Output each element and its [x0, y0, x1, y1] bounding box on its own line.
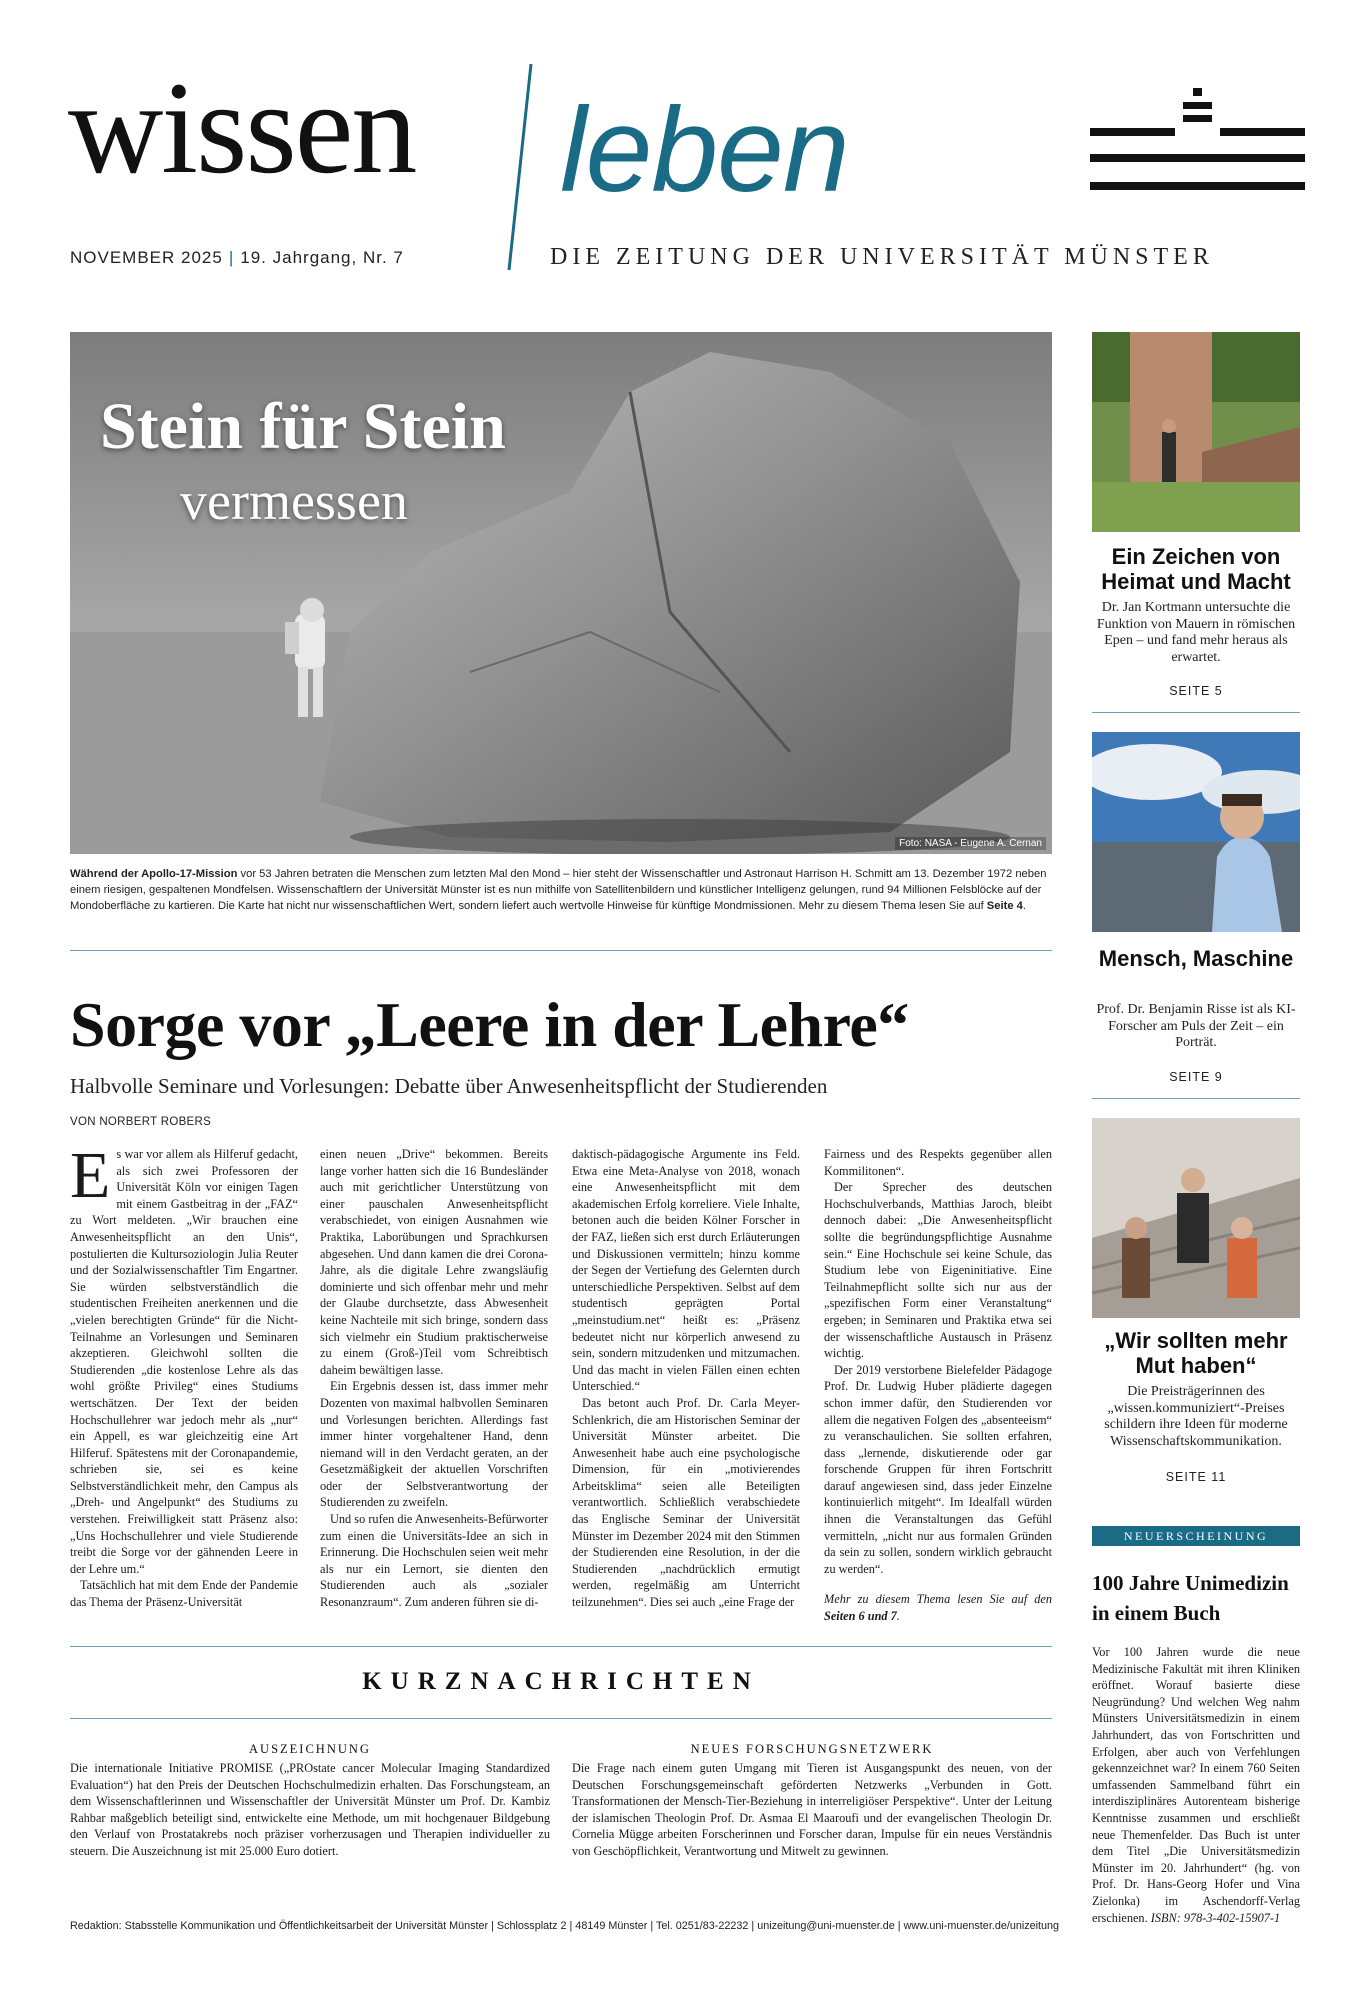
neuerscheinung-isbn: ISBN: 978-3-402-15907-1 — [1150, 1910, 1281, 1925]
brand-wissen: wissen — [68, 54, 416, 201]
news-text-forschungsnetzwerk: Die Frage nach einem guten Umgang mit Tieren ist Ausgangspunkt des neuen, von der Deutschen Forschungsgemeinschaft geförderten Netzwerks „Verbunden in Gott. Transformationen der Mensch-Tier-Beziehung in interreligiöser Perspektive“. Unter der Leitung der islamischen Theologin Prof. Dr. Asmaa El Maaroufi und der evangelischen Theologin Dr. Cornelia Mügge arbeiten Forscherinnen und Forscher daran, Impulse für ein neues Verständnis von Geschöpflichkeit, Verantwortung und Mitwelt zu gewinnen. — [572, 1761, 1052, 1858]
article-byline: VON NORBERT ROBERS — [70, 1116, 212, 1128]
article-column-3 — [572, 1146, 800, 1611]
neuerscheinung-badge: NEUERSCHEINUNG — [1092, 1526, 1300, 1546]
teaser-image-preistraegerinnen — [1092, 1118, 1300, 1318]
note-pages: Seiten 6 und 7 — [824, 1609, 897, 1624]
brand-slash — [505, 62, 535, 272]
article-column-1 — [70, 1139, 298, 1611]
more-info-note — [824, 1591, 1052, 1624]
teaser-title-1: Ein Zeichen von Heimat und Macht — [1101, 544, 1291, 594]
hero-subtitle: vermessen — [180, 471, 408, 531]
col4-paragraph-1: Fairness und des Respekts gegenüber allen Kommilitonen“. — [824, 1147, 1052, 1178]
issue-info — [70, 248, 404, 268]
caption-lead: Während der Apollo-17-Mission — [70, 868, 238, 880]
teaser-image-portrait — [1092, 732, 1300, 932]
note-text: Mehr zu diesem Thema lesen Sie auf den — [824, 1592, 1052, 1607]
divider — [1092, 712, 1300, 713]
news-heading-auszeichnung: AUSZEICHNUNG — [249, 1742, 371, 1756]
hero-caption — [70, 866, 1052, 914]
photo-credit: Foto: NASA - Eugene A. Cernan — [895, 837, 1046, 850]
teaser-text-1: Dr. Jan Kortmann untersuchte die Funktion von Mauern in römischen Epen – und fand mehr heraus als erwartet. — [1096, 600, 1296, 665]
col4-paragraph-3: Der 2019 verstorbene Bielefelder Pädagoge Prof. Dr. Ludwig Huber plädierte dagegen schon immer dafür, den Studierenden vor allem die negativen Folgen des „absenteeism“ zu veranschaulichen. Sie sollten erfahren, dass „lernende, diskutierende oder gar forschende Gruppen für ihren Fortschritt darauf angewiesen sind, dass jeder Einzelne kontinuierlich mitgeht“. Im Idealfall würden ihnen die Veranstaltungen das Gefühl vermitteln, „nicht nur aus formalen Gründen da sein zu sollen, sondern wirklich gebraucht zu werden“. — [824, 1362, 1052, 1576]
divider — [70, 1646, 1052, 1647]
article-column-2 — [320, 1146, 548, 1611]
article-deck: Halbvolle Seminare und Vorlesungen: Debatte über Anwesenheitspflicht der Studierenden — [70, 1074, 828, 1098]
issue-month: NOVEMBER 2025 — [70, 248, 223, 267]
col1-paragraph-1: s war vor allem als Hilferuf gedacht, als sich zwei Professoren der Universität Köln vor einigen Tagen mit einem Gastbeitrag in der „FAZ“ zu Wort meldeten. „Wir brauchen eine Anwesenheitspflicht an den Unis“, postulierten die Kultursoziologin Julia Reuter und der Sozialwissenschaftler Tim Engartner. Sie würden selbstverständlich die studentischen Freiheiten anerkennen und die „vielen berechtigten Gründe“ für die Nicht-Teilnahme an Vorlesungen und Seminaren akzeptieren. Gleichwohl sollten die Studierenden „die kostenlose Lehre als das wohl größte Privileg“ eines Studiums wertschätzen. Der Text der beiden Hochschullehrer war jedoch mehr als „nur“ ein Appell, es war gleichzeitig eine Art Hilferuf. Spätestens mit der Coronapandemie, schrieben sie, sei es keine Selbstverständlichkeit mehr, den Campus als „Dreh- und Angelpunkt“ des Studiums zu verstehen. Freiwilligkeit statt Präsenz also: „Uns Hochschullehrer und viele Studierende treibt die Sorge vor der gähnenden Leere in der Lehre um.“ — [70, 1147, 298, 1576]
col1-paragraph-2: Tatsächlich hat mit dem Ende der Pandemie das Thema der Präsenz-Universität — [70, 1578, 298, 1610]
col2-paragraph-2: Ein Ergebnis dessen ist, dass immer mehr Dozenten von maximal halbvollen Seminaren und Vorlesungen berichten. Allerdings fast immer hinter vorgehaltener Hand, denn niemand will in den Verdacht geraten, an der Gesetzmäßigkeit der aktuellen Vorschriften oder der Selbstverantwortung der Studierenden zu zweifeln. — [320, 1379, 548, 1510]
col4-paragraph-2: Der Sprecher des deutschen Hochschulverbands, Matthias Jaroch, bleibt dennoch dabei: „Die Anwesenheitspflicht sollte die begründungspflichtige Ausnahme sein.“ Eine Hochschule sei keine Schule, das Studium lebe von Eigeninitiative. Eine Teilnahmepflicht sollte sich nur aus der „spezifischen Form einer Veranstaltung“ ergeben; in Seminaren und Praktika etwa sei der wissenschaftliche Austausch in Präsenz wichtig. — [824, 1180, 1052, 1361]
caption-end: . — [1022, 900, 1026, 912]
caption-body: vor 53 Jahren betraten die Menschen zum letzten Mal den Mond – hier steht der Wissenschaftler und Astronaut Harrison H. Schmitt am 13. Dezember 1972 neben einem riesigen, gespaltenen Mondfelsen. Wissenschaftlern der Universität Münster ist es nun mithilfe von Satellitenbildern und künstlicher Intelligenz gelungen, rund 94 Millionen Felsblöcke auf der Mondoberfläche zu kartieren. Die Karte hat nicht nur wissenschaftlichen Wert, sondern liefert auch wertvolle Hinweise für künftige Mondmissionen. Mehr zu diesem Thema lesen Sie auf — [70, 868, 1047, 912]
issue-separator: | — [228, 248, 235, 267]
article-headline: Sorge vor „Leere in der Lehre“ — [70, 989, 909, 1060]
news-heading-forschungsnetzwerk: NEUES FORSCHUNGSNETZWERK — [690, 1742, 934, 1756]
note-end: . — [896, 1609, 900, 1624]
issue-volume: 19. Jahrgang, Nr. 7 — [240, 248, 404, 267]
col2-paragraph-3: Und so rufen die Anwesenheits-Befürworter zum einen die Universitäts-Idee an sich in Erinnerung. Die Hochschulen seien weit mehr als nur ein Lernort, sie dienten den Studierenden auch als „sozialer Resonanzraum“. Zum anderen führen sie di- — [320, 1512, 548, 1610]
teaser-title-2: Mensch, Maschine — [1098, 946, 1294, 971]
news-text-auszeichnung: Die internationale Initiative PROMISE („PROstate cancer Molecular Imaging Standardized Evaluation“) hat den Preis der Deutschen Hochschulmedizin erhalten. Das Forschungsteam, an dem Wissenschaftlerinnen und Wissenschaftler der Universität Münster um Prof. Dr. Kambiz Rahbar maßgeblich beteiligt sind, entwickelte eine Methode, um mit hochgenauer Bildgebung den Verlauf von Prostatakrebs noch präziser vorherzusagen und Therapien individueller zu steuern. Die Auszeichnung ist mit 25.000 Euro dotiert. — [70, 1761, 550, 1858]
divider — [70, 950, 1052, 951]
teaser-page-2[interactable]: SEITE 9 — [1169, 1070, 1223, 1084]
divider — [1092, 1098, 1300, 1099]
hero-title: Stein für Stein — [100, 390, 506, 463]
article-column-4 — [824, 1146, 1052, 1625]
col3-paragraph-2: Das betont auch Prof. Dr. Carla Meyer-Schlenkrich, die am Historischen Seminar der Universität Münster arbeitet. Die Anwesenheit habe auch eine psychologische Dimension, für ein „motivierendes Arbeitsklima“ seien alle Beteiligten verantwortlich. Schließlich verabschiedete das Englische Seminar der Universität Münster im Dezember 2024 mit den Stimmen der Studierenden eine Resolution, in der die Studierenden „nachdrücklich ermutigt werden, regelmäßig am Unterricht teilzunehmen“. Dies sei auch „eine Frage der — [572, 1395, 800, 1610]
brand-leben: leben — [560, 83, 849, 217]
teaser-image-mauern — [1092, 332, 1300, 532]
kurznachrichten-title: KURZNACHRICHTEN — [362, 1668, 760, 1695]
teaser-text-2: Prof. Dr. Benjamin Risse ist als KI-Forscher am Puls der Zeit – ein Porträt. — [1096, 1002, 1296, 1050]
caption-page: Seite 4 — [986, 900, 1023, 912]
newspaper-subtitle: DIE ZEITUNG DER UNIVERSITÄT MÜNSTER — [550, 244, 1214, 270]
hero-image — [70, 332, 1052, 854]
neuerscheinung-text — [1092, 1644, 1300, 1926]
col3-paragraph-1: daktisch-pädagogische Argumente ins Feld. Etwa eine Meta-Analyse von 2018, wonach eine Anwesenheitspflicht mit dem akademischen Erfolg korreliere. Viele Inhalte, betonen auch die beiden Kölner Forscher in der FAZ, ließen sich erst durch Erläuterungen und Diskussionen vermitteln; hinzu komme der Segen der Vertiefung des Gelernten durch unterschiedliche Perspektiven. Selbst auf dem studentisch geprägten Portal „meinstudium.net“ heißt es: „Präsenz bedeutet nicht nur körperlich anwesend zu sein, sondern mitzudenken und mitzumachen. Und das macht in vielen Fällen einen echten Unterschied.“ — [572, 1147, 800, 1394]
dropcap: E — [70, 1139, 111, 1212]
divider — [70, 1718, 1052, 1719]
footer-imprint: Redaktion: Stabsstelle Kommunikation und Öffentlichkeitsarbeit der Universität Münster | Schlossplatz 2 | 48149 Münster | Tel. 0251/83-22232 | unizeitung@uni-muenster.de | www.uni-muenster.de/unizeitung — [70, 1920, 1060, 1932]
university-logo-icon — [1090, 88, 1305, 200]
col2-paragraph-1: einen neuen „Drive“ bekommen. Bereits lange vorher hatten sich die 16 Bundesländer auch mit gerichtlicher Unterstützung von einer pauschalen Anwesenheitspflicht verabschiedet, von einigen Ausnahmen wie Praktika, Laborübungen und Sprachkursen abgesehen. Und dann kamen die drei Corona-Jahre, als die digitale Lehre zwangsläufig dominierte und sich offenbar mehr und mehr der Glaube durchsetzte, dass Abwesenheit keine Nachteile mit sich bringe, sondern dass sich vielmehr ein Studium praktischerweise zu einem (Groß-)Teil vom Schreibtisch daheim bewältigen lasse. — [320, 1147, 548, 1377]
teaser-page-3[interactable]: SEITE 11 — [1165, 1470, 1227, 1484]
teaser-page-1[interactable]: SEITE 5 — [1169, 684, 1223, 698]
teaser-text-3: Die Preisträgerinnen des „wissen.kommuniziert“-Preises schildern ihre Ideen für moderne Wissenschaftskommunikation. — [1104, 1384, 1288, 1449]
neuerscheinung-body: Vor 100 Jahren wurde die neue Medizinische Fakultät mit ihren Kliniken eröffnet. Worauf basierte diese Neugründung? Und welchen Weg nahm Münsters Universitätsmedizin in einem Jahrhundert, das von Fortschritten und Erfolgen, aber auch von Verfehlungen gekennzeichnet war? In einem 760 Seiten umfassenden Sammelband führt ein interdisziplinäres Autorenteam bisherige Kenntnisse zusammen und erschließt neue Themenfelder. Das Buch ist unter dem Titel „Die Universitätsmedizin Münster im 20. Jahrhundert“ (hg. von Prof. Dr. Hans-Georg Hofer und Vina Zielonka) im Aschendorff-Verlag erschienen. — [1092, 1645, 1300, 1925]
teaser-title-3: „Wir sollten mehr Mut haben“ — [1104, 1328, 1288, 1378]
neuerscheinung-title: 100 Jahre Unimedizin in einem Buch — [1092, 1571, 1289, 1625]
